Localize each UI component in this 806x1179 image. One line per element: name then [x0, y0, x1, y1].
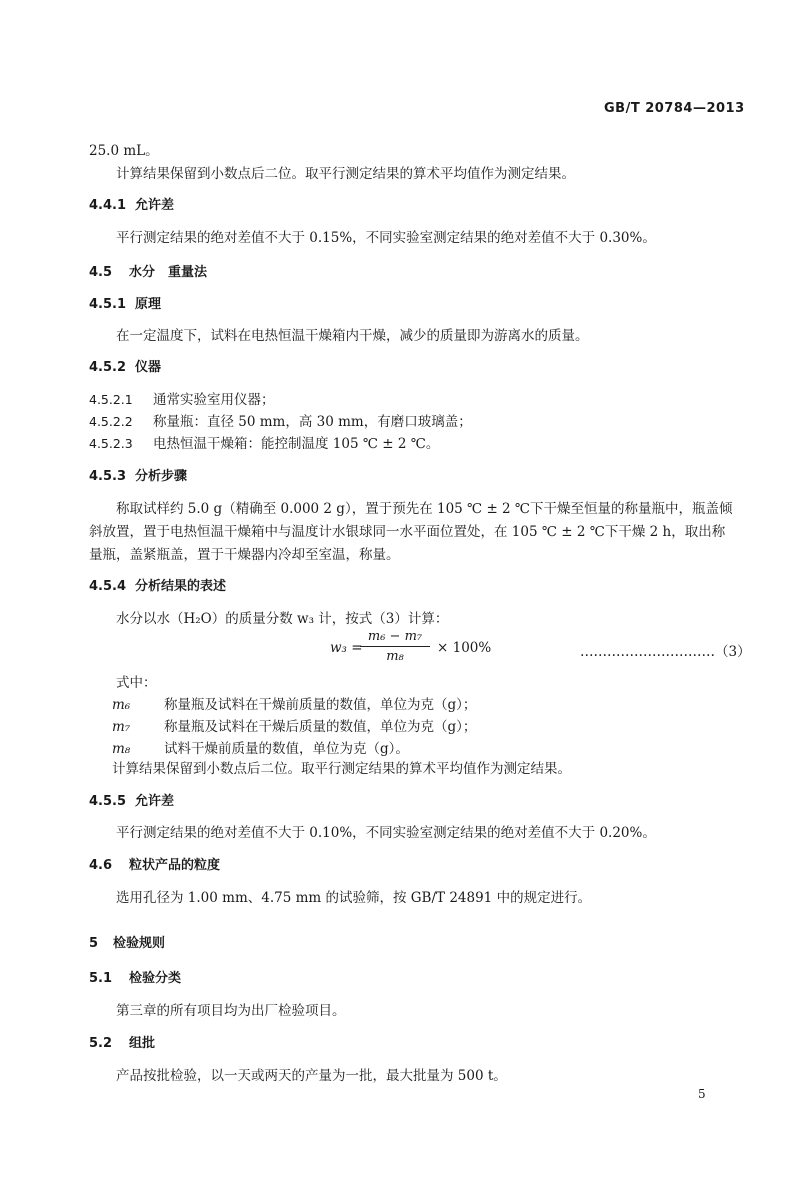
- variable-definition: m₈ 试料干燥前质量的数值，单位为克（g）。: [112, 741, 409, 757]
- formula-reference: …………………………（3）: [580, 644, 751, 660]
- section-heading-4-4-1: 4.4.1 允许差: [89, 198, 175, 213]
- variable-definition: m₇ 称量瓶及试料在干燥后质量的数值，单位为克（g）；: [112, 719, 477, 735]
- text-line: 产品按批检验，以一天或两天的产量为一批，最大批量为 500 t。: [116, 1068, 507, 1084]
- list-item: 4.5.2.2 称量瓶：直径 50 mm，高 30 mm，有磨口玻璃盖；: [89, 414, 472, 430]
- text-line: 斜放置，置于电热恒温干燥箱中与温度计水银球同一水平面位置处，在 105 ℃ ± 2 ℃下干燥 2 h，取出称: [89, 524, 726, 540]
- section-heading-5: 5 检验规则: [89, 936, 166, 951]
- section-heading-4-5-1: 4.5.1 原理: [89, 297, 162, 312]
- text-line: 选用孔径为 1.00 mm、4.75 mm 的试验筛，按 GB/T 24891 中的规定进行。: [116, 890, 592, 906]
- text-line: 称取试样约 5.0 g（精确至 0.000 2 g），置于预先在 105 ℃ ± 2 ℃下干燥至恒量的称量瓶中，瓶盖倾: [116, 501, 733, 517]
- formula-numerator: m₆ − m₇: [367, 629, 423, 644]
- list-item: 4.5.2.1 通常实验室用仪器；: [89, 392, 275, 408]
- text-line: 水分以水（H₂O）的质量分数 w₃ 计，按式（3）计算：: [116, 611, 449, 627]
- text-line: 量瓶，盖紧瓶盖，置于干燥器内冷却至室温，称量。: [89, 547, 400, 563]
- formula-fraction: [360, 629, 430, 664]
- text-line: 式中：: [116, 675, 157, 691]
- section-heading-5-1: 5.1 检验分类: [89, 971, 182, 986]
- list-item: 4.5.2.3 电热恒温干燥箱：能控制温度 105 ℃ ± 2 ℃。: [89, 436, 440, 452]
- section-heading-4-5-2: 4.5.2 仪器: [89, 360, 162, 375]
- section-heading-4-5: 4.5 水分 重量法: [89, 265, 208, 280]
- text-line: 25.0 mL。: [89, 143, 159, 159]
- text-line: 平行测定结果的绝对差值不大于 0.10%，不同实验室测定结果的绝对差值不大于 0.20%。: [116, 825, 656, 841]
- section-heading-4-5-4: 4.5.4 分析结果的表述: [89, 579, 227, 594]
- formula-denominator: m₈: [386, 649, 404, 664]
- page-number: 5: [698, 1087, 706, 1101]
- text-line: 计算结果保留到小数点后二位。取平行测定结果的算术平均值作为测定结果。: [112, 761, 571, 777]
- formula-rhs: × 100%: [437, 640, 492, 656]
- text-line: 计算结果保留到小数点后二位。取平行测定结果的算术平均值作为测定结果。: [116, 166, 575, 182]
- standard-number: GB/T 20784—2013: [604, 101, 745, 116]
- section-heading-4-5-5: 4.5.5 允许差: [89, 794, 175, 809]
- section-heading-4-5-3: 4.5.3 分析步骤: [89, 469, 188, 484]
- text-line: 平行测定结果的绝对差值不大于 0.15%，不同实验室测定结果的绝对差值不大于 0.30%。: [116, 230, 656, 246]
- text-line: 第三章的所有项目均为出厂检验项目。: [116, 1003, 346, 1019]
- section-heading-4-6: 4.6 粒状产品的粒度: [89, 858, 221, 873]
- fraction-bar: [360, 646, 430, 647]
- section-heading-5-2: 5.2 组批: [89, 1036, 156, 1051]
- formula-lhs: w₃ =: [330, 640, 363, 656]
- text-line: 在一定温度下，试料在电热恒温干燥箱内干燥，减少的质量即为游离水的质量。: [116, 328, 589, 344]
- variable-definition: m₆ 称量瓶及试料在干燥前质量的数值，单位为克（g）；: [112, 697, 477, 713]
